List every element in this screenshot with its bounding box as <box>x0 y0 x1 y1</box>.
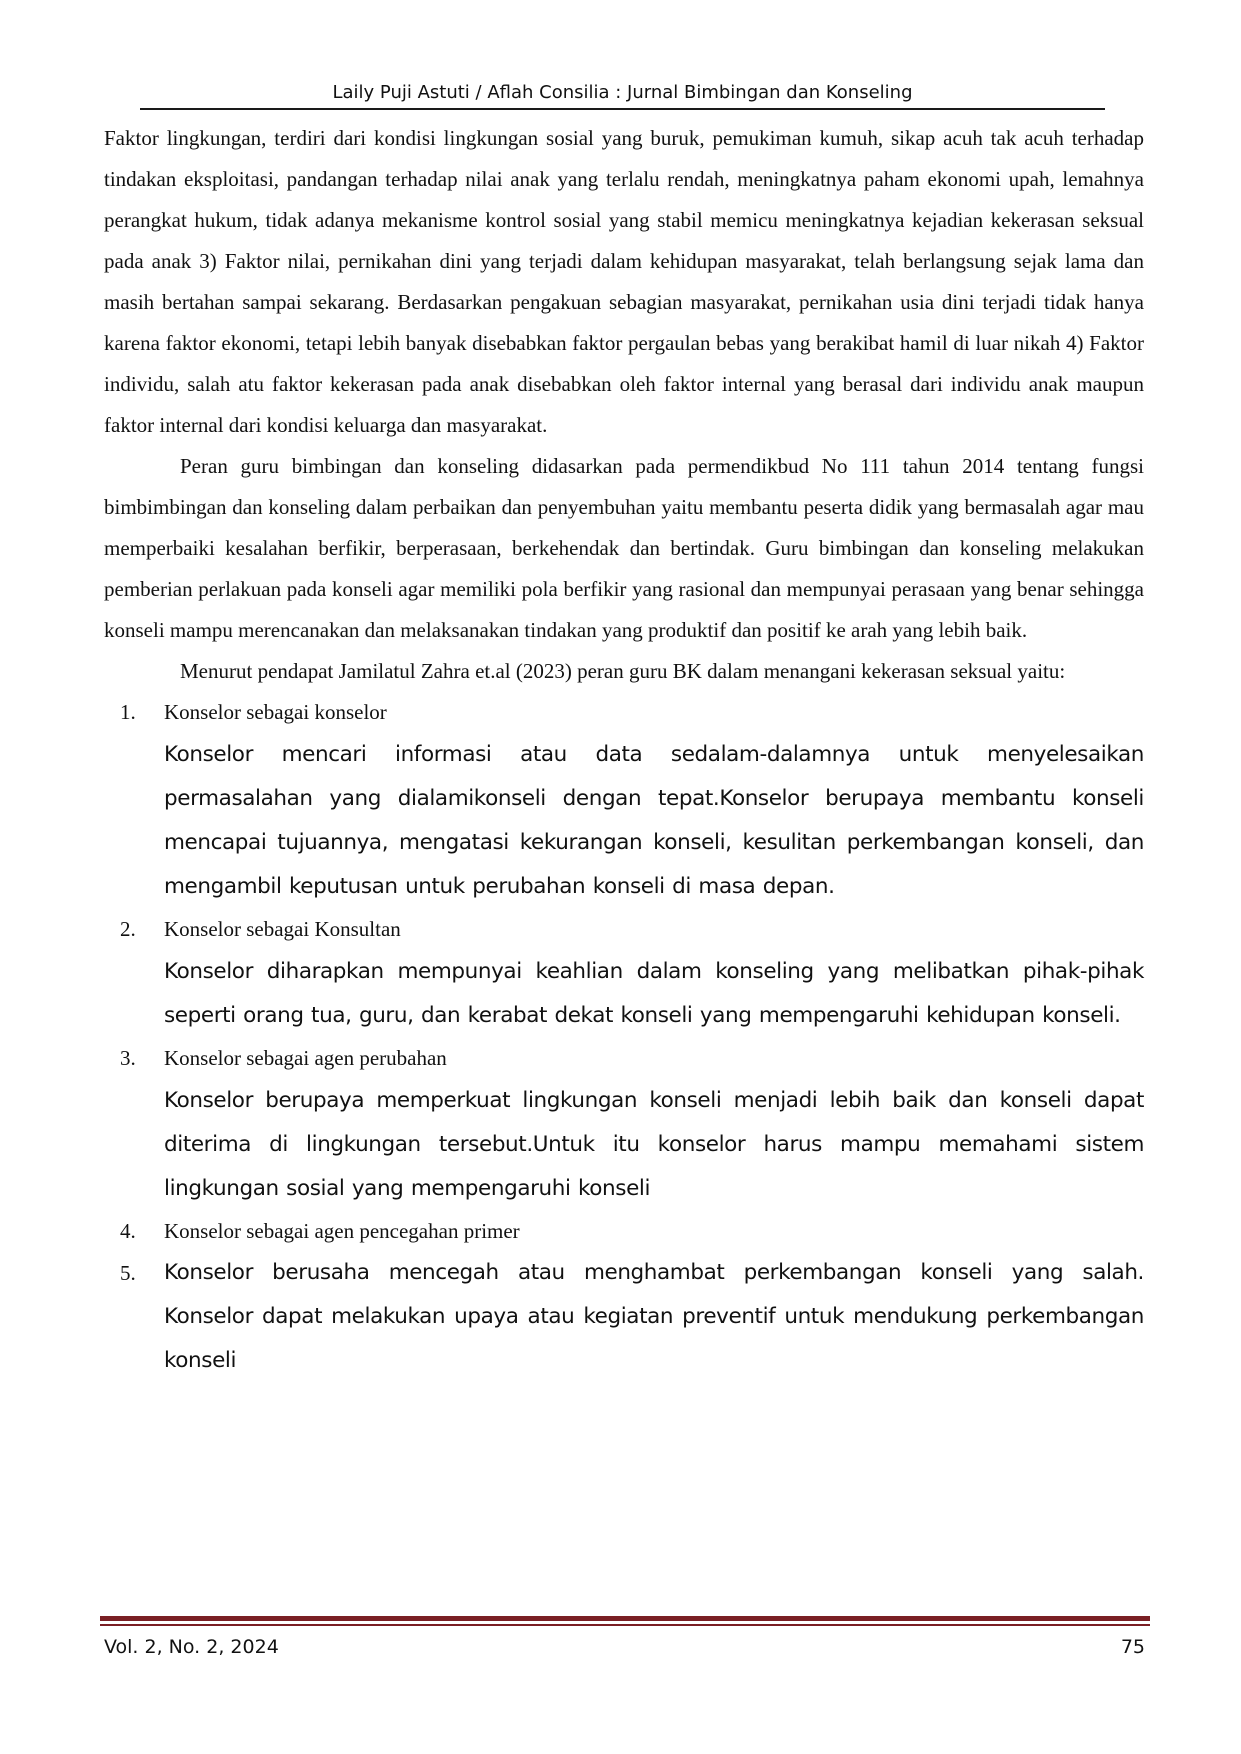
running-header <box>140 80 1105 110</box>
running-title: Laily Puji Astuti / Aflah Consilia : Jurnal Bimbingan dan Konseling <box>332 82 913 103</box>
footer-volume: Vol. 2, No. 2, 2024 <box>104 1636 279 1658</box>
list-number: 2. <box>120 917 136 941</box>
list-item-title: Konselor sebagai agen pencegahan primer <box>164 1219 520 1243</box>
article-body <box>104 118 1144 1383</box>
list-item <box>104 1251 1144 1383</box>
body-paragraph: Faktor lingkungan, terdiri dari kondisi lingkungan sosial yang buruk, pemukiman kumuh, sikap acuh tak acuh terhadap tindakan eksploitasi, pandangan terhadap nilai anak yang terlalu rendah, meningkatnya paham ekonomi upah, lemahnya perangkat hukum, tidak adanya mekanisme kontrol sosial yang stabil memicu meningkatnya kejadian kekerasan seksual pada anak 3) Faktor nilai, pernikahan dini yang terjadi dalam kehidupan masyarakat, telah berlangsung sejak lama dan masih bertahan sampai sekarang. Berdasarkan pengakuan sebagian masyarakat, pernikahan usia dini terjadi tidak hanya karena faktor ekonomi, tetapi lebih banyak disebabkan faktor pergaulan bebas yang berakibat hamil di luar nikah 4) Faktor individu, salah atu faktor kekerasan pada anak disebabkan oleh faktor internal yang berasal dari individu anak maupun faktor internal dari kondisi keluarga dan masyarakat. <box>104 126 1144 437</box>
list-item-body: Konselor berusaha mencegah atau menghambat perkembangan konseli yang salah. Konselor dapat melakukan upaya atau kegiatan preventif untuk mendukung perkembangan konseli <box>164 1260 1144 1373</box>
list-item-body: Konselor diharapkan mempunyai keahlian dalam konseling yang melibatkan pihak-pihak seperti orang tua, guru, dan kerabat dekat konseli yang mempengaruhi kehidupan konseli. <box>164 959 1144 1028</box>
list-item-title: Konselor sebagai konselor <box>164 700 387 724</box>
list-item-body: Konselor mencari informasi atau data sedalam-dalamnya untuk menyelesaikan permasalahan yang dialamikonseli dengan tepat.Konselor berupaya membantu konseli mencapai tujuannya, mengatasi kekurangan konseli, kesulitan perkembangan konseli, dan mengambil keputusan untuk perubahan konseli di masa depan. <box>164 742 1144 899</box>
list-item <box>104 1038 1144 1211</box>
list-number: 4. <box>120 1219 136 1243</box>
body-paragraph: Menurut pendapat Jamilatul Zahra et.al (2023) peran guru BK dalam menangani kekerasan seksual yaitu: <box>180 659 1066 683</box>
footer-rule-thin <box>100 1624 1150 1626</box>
list-number: 1. <box>120 700 136 724</box>
list-item-title: Konselor sebagai Konsultan <box>164 917 401 941</box>
footer-rule <box>100 1616 1150 1621</box>
list-number: 3. <box>120 1046 136 1070</box>
page-number: 75 <box>1120 1636 1145 1658</box>
list-number: 5. <box>120 1261 136 1285</box>
list-item-body: Konselor berupaya memperkuat lingkungan konseli menjadi lebih baik dan konseli dapat diterima di lingkungan tersebut.Untuk itu konselor harus mampu memahami sistem lingkungan sosial yang mempengaruhi konseli <box>164 1088 1144 1201</box>
list-item <box>104 909 1144 1038</box>
counselor-roles-list <box>104 692 1144 1383</box>
list-item <box>104 692 1144 909</box>
list-item-title: Konselor sebagai agen perubahan <box>164 1046 447 1070</box>
list-item <box>104 1211 1144 1252</box>
body-paragraph: Peran guru bimbingan dan konseling didasarkan pada permendikbud No 111 tahun 2014 tentang fungsi bimbimbingan dan konseling dalam perbaikan dan penyembuhan yaitu membantu peserta didik yang bermasalah agar mau memperbaiki kesalahan berfikir, berperasaan, berkehendak dan bertindak. Guru bimbingan dan konseling melakukan pemberian perlakuan pada konseli agar memiliki pola berfikir yang rasional dan mempunyai perasaan yang benar sehingga konseli mampu merencanakan dan melaksanakan tindakan yang produktif dan positif ke arah yang lebih baik. <box>104 454 1144 642</box>
